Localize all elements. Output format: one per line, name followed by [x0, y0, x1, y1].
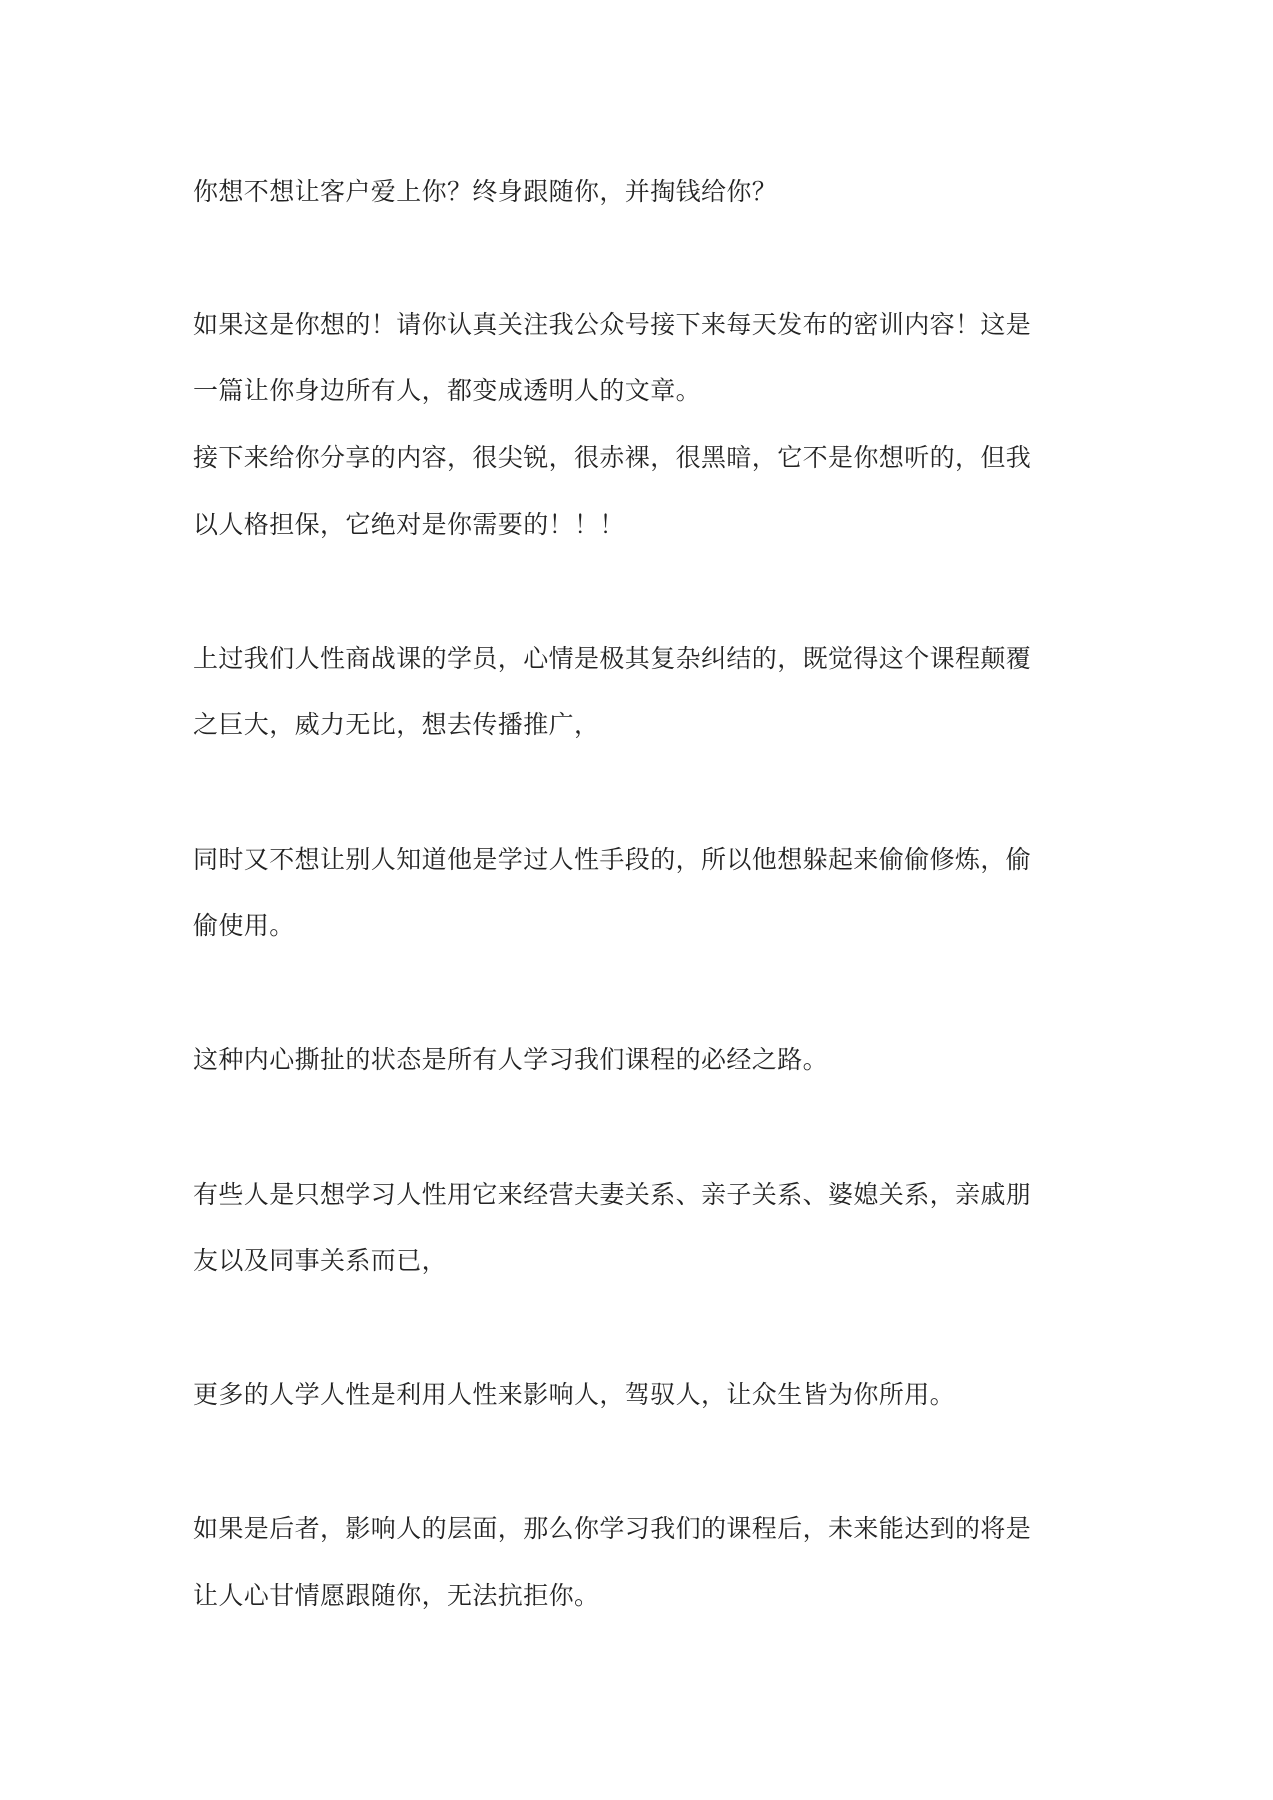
text-line: 如果这是你想的！请你认真关注我公众号接下来每天发布的密训内容！这是	[193, 310, 1032, 339]
text-line: 之巨大，威力无比，想去传播推广，	[193, 710, 600, 739]
text-line: 你想不想让客户爱上你？终身跟随你，并掏钱给你？	[193, 177, 778, 206]
text-line: 这种内心撕扯的状态是所有人学习我们课程的必经之路。	[193, 1045, 829, 1074]
text-line: 上过我们人性商战课的学员，心情是极其复杂纠结的，既觉得这个课程颠覆	[193, 644, 1032, 673]
text-line: 有些人是只想学习人性用它来经营夫妻关系、亲子关系、婆媳关系，亲戚朋	[193, 1180, 1032, 1209]
text-line: 一篇让你身边所有人，都变成透明人的文章。	[193, 376, 702, 405]
text-line: 更多的人学人性是利用人性来影响人，驾驭人，让众生皆为你所用。	[193, 1380, 956, 1409]
text-line: 如果是后者，影响人的层面，那么你学习我们的课程后，未来能达到的将是	[193, 1514, 1032, 1543]
text-line: 以人格担保，它绝对是你需要的！！！	[193, 510, 625, 539]
text-line: 友以及同事关系而已，	[193, 1246, 448, 1275]
text-line: 让人心甘情愿跟随你，无法抗拒你。	[193, 1581, 600, 1610]
text-line: 同时又不想让别人知道他是学过人性手段的，所以他想躲起来偷偷修炼，偷	[193, 845, 1032, 874]
text-line: 偷使用。	[193, 911, 295, 940]
text-line: 接下来给你分享的内容，很尖锐，很赤裸，很黑暗，它不是你想听的，但我	[193, 443, 1032, 472]
